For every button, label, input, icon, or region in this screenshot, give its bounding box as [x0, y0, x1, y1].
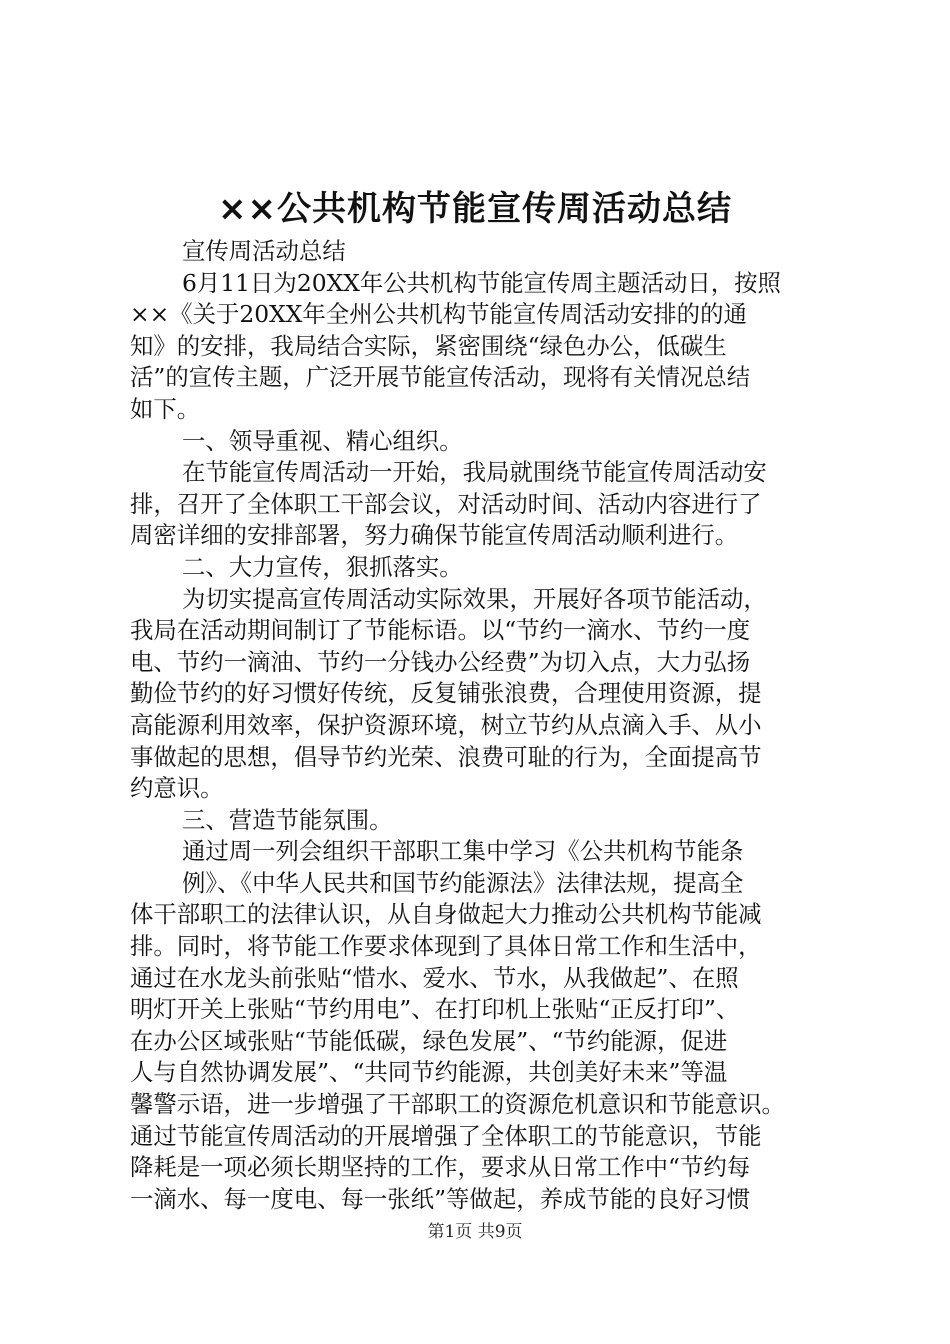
page-number: 第1页 共9页 — [427, 1222, 523, 1242]
body-line: 电、节约一滴油、节约一分钱办公经费”为切入点，大力弘扬 — [130, 647, 751, 676]
body-line: 降耗是一项必须长期坚持的工作，要求从日常工作中“节约每 — [130, 1153, 751, 1182]
body-line: 为切实提高宣传周活动实际效果，开展好各项节能活动， — [182, 584, 767, 613]
body-line: 约意识。 — [130, 774, 224, 803]
body-line: 周密详细的安排部署，努力确保节能宣传周活动顺利进行。 — [130, 521, 739, 550]
body-line: 通过节能宣传周活动的开展增强了全体职工的节能意识，节能 — [130, 1121, 762, 1150]
body-line: 明灯开关上张贴“节约用电”、在打印机上张贴“正反打印”、 — [130, 995, 740, 1024]
document-title: ××公共机构节能宣传周活动总结 — [218, 189, 732, 229]
body-line: 知》的安排，我局结合实际，紧密围绕“绿色办公，低碳生 — [130, 331, 727, 360]
body-line: 通过在水龙头前张贴“惜水、爱水、节水，从我做起”、在照 — [130, 963, 739, 992]
body-line: 活”的宣传主题，广泛开展节能宣传活动，现将有关情况总结 — [130, 363, 751, 392]
body-line: 人与自然协调发展”、“共同节约能源，共创美好未来”等温 — [130, 1058, 728, 1087]
body-line: 如下。 — [130, 394, 201, 423]
section-heading: 三、营造节能氛围。 — [182, 805, 393, 834]
body-line: 在办公区域张贴“节能低碳，绿色发展”、“节约能源，促进 — [130, 1026, 728, 1055]
body-line: 一滴水、每一度电、每一张纸”等做起，养成节能的良好习惯 — [130, 1184, 751, 1213]
body-line: 在节能宣传周活动一开始，我局就围绕节能宣传周活动安 — [182, 458, 767, 487]
body-line: 例》、《中华人民共和国节约能源法》法律法规，提高全 — [182, 868, 744, 897]
body-line: 我局在活动期间制订了节能标语。以“节约一滴水、节约一度 — [130, 616, 751, 645]
body-line: 事做起的思想，倡导节约光荣、浪费可耻的行为，全面提高节 — [130, 742, 762, 771]
body-line: 馨警示语，进一步增强了干部职工的资源危机意识和节能意识。 — [130, 1090, 785, 1119]
body-line: 宣传周活动总结 — [182, 237, 346, 265]
body-line: ××《关于20XX年全州公共机构节能宣传周活动安排的的通 — [130, 300, 747, 329]
section-heading: 二、大力宣传，狠抓落实。 — [182, 552, 463, 581]
body-line: 高能源利用效率，保护资源环境，树立节约从点滴入手、从小 — [130, 710, 762, 739]
document-body — [130, 236, 830, 1215]
body-line: 勤俭节约的好习惯好传统，反复铺张浪费，合理使用资源，提 — [130, 679, 762, 708]
body-line: 排。同时，将节能工作要求体现到了具体日常工作和生活中， — [130, 932, 762, 961]
section-heading: 一、领导重视、精心组织。 — [182, 426, 463, 455]
body-line: 通过周一列会组织干部职工集中学习《公共机构节能条 — [182, 837, 744, 866]
body-line: 6月11日为20XX年公共机构节能宣传周主题活动日，按照 — [182, 268, 781, 297]
body-line: 体干部职工的法律认识，从自身做起大力推动公共机构节能减 — [130, 900, 762, 929]
body-line: 排，召开了全体职工干部会议，对活动时间、活动内容进行了 — [130, 489, 762, 518]
